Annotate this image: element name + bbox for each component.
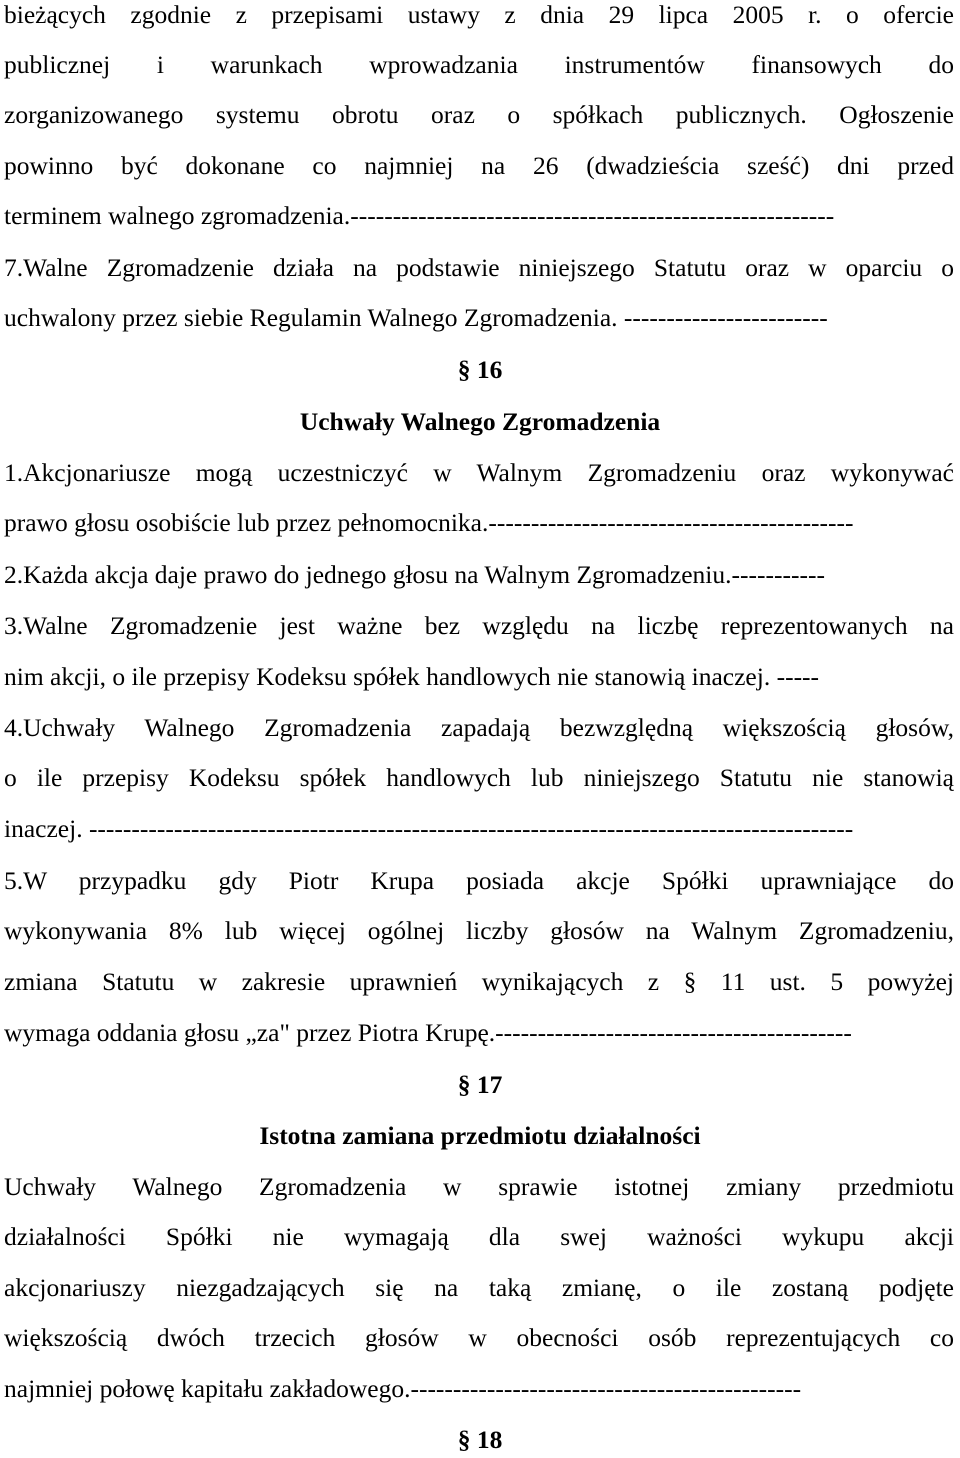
section-number-18: § 18: [457, 1425, 503, 1454]
text-line: 1.Akcjonariusze mogą uczestniczyć w Walnym Zgromadzeniu oraz wykonywać: [4, 458, 954, 487]
text-line: terminem walnego zgromadzenia.---------------------------------------------------------: [4, 201, 835, 230]
text-line: 3.Walne Zgromadzenie jest ważne bez względu na liczbę reprezentowanych na: [4, 611, 954, 640]
section-title-17: Istotna zamiana przedmiotu działalności: [259, 1121, 701, 1150]
text-line: publicznej i warunkach wprowadzania instrumentów finansowych do: [4, 50, 954, 79]
text-line: uchwalony przez siebie Regulamin Walnego Zgromadzenia. ------------------------: [4, 303, 828, 332]
text-line: wymaga oddania głosu „za" przez Piotra Krupę.------------------------------------------: [4, 1018, 852, 1047]
text-line: Uchwały Walnego Zgromadzenia w sprawie istotnej zmiany przedmiotu: [4, 1172, 954, 1201]
text-line: inaczej. ------------------------------------------------------------------------------------------: [4, 814, 854, 843]
text-line: 2.Każda akcja daje prawo do jednego głosu na Walnym Zgromadzeniu.-----------: [4, 560, 825, 589]
text-line: 5.W przypadku gdy Piotr Krupa posiada akcje Spółki uprawniające do: [4, 866, 954, 895]
text-line: prawo głosu osobiście lub przez pełnomocnika.-------------------------------------------: [4, 508, 854, 537]
text-line: większością dwóch trzecich głosów w obecności osób reprezentujących co: [4, 1323, 954, 1352]
text-line: bieżących zgodnie z przepisami ustawy z dnia 29 lipca 2005 r. o ofercie: [4, 0, 954, 29]
text-line: działalności Spółki nie wymagają dla swej ważności wykupu akcji: [4, 1222, 954, 1251]
text-line: powinno być dokonane co najmniej na 26 (dwadzieścia sześć) dni przed: [4, 151, 954, 180]
section-title-16: Uchwały Walnego Zgromadzenia: [299, 407, 661, 436]
text-line: wykonywania 8% lub więcej ogólnej liczby głosów na Walnym Zgromadzeniu,: [4, 916, 954, 945]
section-number-17: § 17: [457, 1070, 503, 1099]
text-line: 4.Uchwały Walnego Zgromadzenia zapadają bezwzględną większością głosów,: [4, 713, 954, 742]
text-line: nim akcji, o ile przepisy Kodeksu spółek handlowych nie stanowią inaczej. -----: [4, 662, 820, 691]
text-line: zmiana Statutu w zakresie uprawnień wynikających z § 11 ust. 5 powyżej: [4, 967, 954, 996]
text-line: akcjonariuszy niezgadzających się na taką zmianę, o ile zostaną podjęte: [4, 1273, 954, 1302]
section-number-16: § 16: [457, 355, 503, 384]
text-line: 7.Walne Zgromadzenie działa na podstawie niniejszego Statutu oraz w oparciu o: [4, 253, 954, 282]
text-line: najmniej połowę kapitału zakładowego.----------------------------------------------: [4, 1374, 802, 1403]
text-line: zorganizowanego systemu obrotu oraz o spółkach publicznych. Ogłoszenie: [4, 100, 954, 129]
text-line: o ile przepisy Kodeksu spółek handlowych lub niniejszego Statutu nie stanowią: [4, 763, 954, 792]
